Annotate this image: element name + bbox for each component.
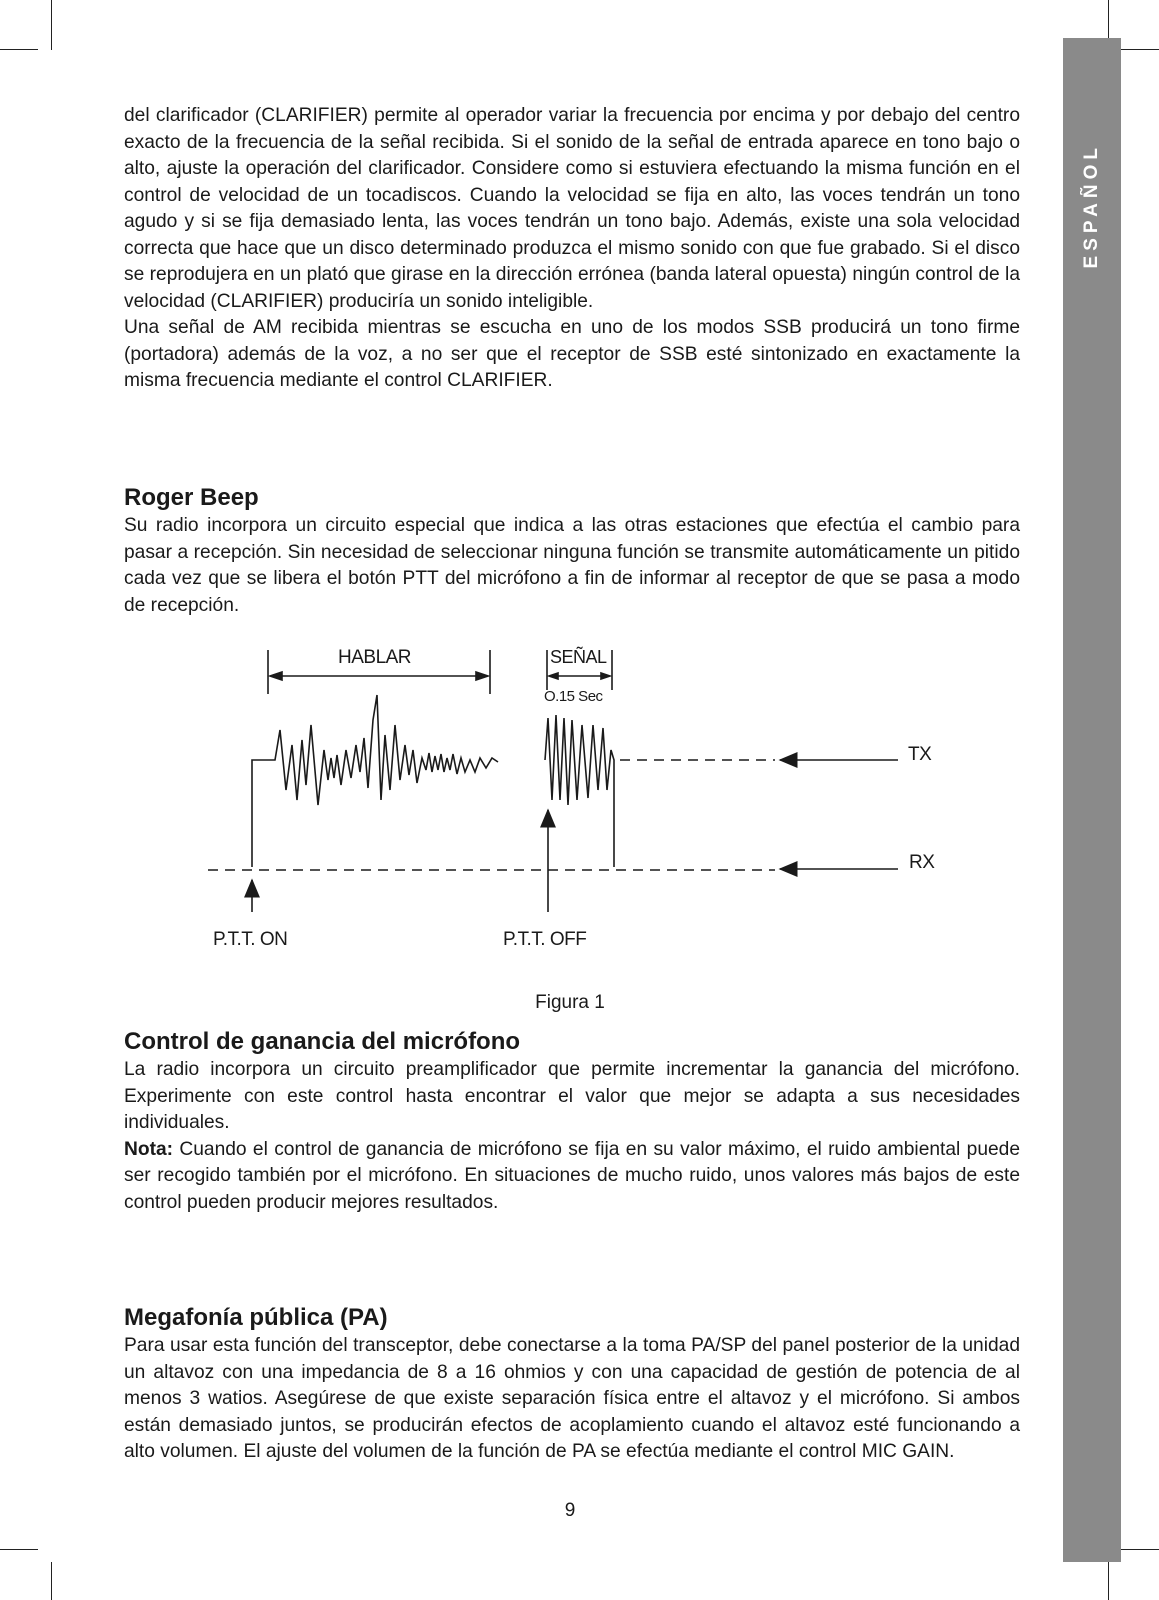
- crop-mark: [1120, 1549, 1159, 1550]
- crop-mark: [1108, 0, 1109, 38]
- intro-paragraph-1: del clarificador (CLARIFIER) permite al operador variar la frecuencia por encima y por debajo del centro exacto de la frecuencia de la señal recibida. Si el sonido de la señal de entrada aparece en tono bajo o alto, ajuste la operación del clarificador. Considere como si estuviera efectuando la misma función en el control de velocidad de un tocadiscos. Cuando la velocidad se fija en alto, las voces tendrán un tono agudo y si se fija demasiado lenta, las voces tendrán un tono bajo. Además, existe una sola velocidad correcta que hace que un disco determinado produzca el mismo sonido con que fue grabado. Si el disco se reprodujera en un plató que girase en la dirección errónea (banda lateral opuesta) ningún control de la velocidad (CLARIFIER) produciría un sonido inteligible.: [124, 105, 1020, 312]
- roger-beep-paragraph: Su radio incorpora un circuito especial que indica a las otras estaciones que efectúa el cambio para pasar a recepción. Sin necesidad de seleccionar ninguna función se transmite automáticamente un pitido cada vez que se libera el botón PTT del micrófono a fin de informar al receptor de que se pasa a modo de recepción.: [124, 515, 1020, 616]
- talk-arrow-left: [270, 672, 282, 680]
- crop-mark: [0, 1549, 38, 1550]
- figure-caption: Figura 1: [535, 992, 605, 1013]
- pa-paragraph: Para usar esta función del transceptor, debe conectarse a la toma PA/SP del panel posterior de la unidad un altavoz con una impedancia de 8 a 16 ohmios y con una capacidad de gestión de potencia de al menos 3 watios. Asegúrese de que existe separación física entre el altavoz y el micrófono. Si ambos están demasiado juntos, se producirán efectos de acoplamiento cuando el altavoz esté funcionando a alto volumen. El ajuste del volumen de la función de PA se efectúa mediante el control MIC GAIN.: [124, 1335, 1020, 1462]
- signal-label: SEÑAL: [550, 647, 607, 667]
- talk-arrow-right: [476, 672, 488, 680]
- crop-mark: [1120, 49, 1159, 50]
- tx-label: TX: [908, 744, 932, 765]
- signal-arrow-right: [601, 673, 610, 679]
- page-number: 9: [564, 1500, 576, 1521]
- note-label: Nota:: [124, 1138, 174, 1160]
- ptt-on-label: P.T.T. ON: [213, 929, 288, 950]
- crop-mark: [51, 1562, 52, 1600]
- language-side-tab: [1063, 38, 1121, 1562]
- section-heading: Control de ganancia del micrófono: [124, 1028, 521, 1055]
- mic-gain-note: [124, 1137, 1020, 1217]
- language-tab-label: ESPAÑOL: [1081, 143, 1102, 269]
- roger-beep-diagram: [200, 647, 980, 950]
- signal-arrow-left: [549, 673, 558, 679]
- section-heading: Roger Beep: [124, 484, 259, 511]
- beep-waveform: [545, 715, 614, 867]
- talk-waveform: [252, 695, 498, 867]
- crop-mark: [1108, 1562, 1109, 1600]
- signal-duration-label: O.15 Sec: [544, 688, 603, 705]
- intro-section: [124, 103, 1020, 395]
- intro-paragraph-2: Una señal de AM recibida mientras se escucha en uno de los modos SSB producirá un tono firme (portadora) además de la voz, a no ser que el receptor de SSB esté sintonizado en exactamente la misma frecuencia mediante el control CLARIFIER.: [124, 317, 1020, 391]
- mic-gain-paragraph: La radio incorpora un circuito preamplificador que permite incrementar la ganancia del micrófono. Experimente con este control hasta encontrar el valor que mejor se adapta a sus necesidades individuales.: [124, 1059, 1020, 1133]
- note-text: Cuando el control de ganancia de micrófono se fija en su valor máximo, el ruido ambiental puede ser recogido también por el micrófono. En situaciones de mucho ruido, unos valores más bajos de este control pueden producir mejores resultados.: [124, 1138, 1020, 1213]
- pa-section: [124, 1303, 1020, 1466]
- roger-beep-section: [124, 483, 1020, 619]
- crop-mark: [0, 49, 38, 50]
- crop-mark: [51, 0, 52, 50]
- mic-gain-section: [124, 1027, 1020, 1216]
- talk-label: HABLAR: [338, 647, 412, 668]
- rx-label: RX: [909, 852, 935, 873]
- ptt-off-label: P.T.T. OFF: [503, 929, 587, 950]
- section-heading: Megafonía pública (PA): [124, 1304, 388, 1331]
